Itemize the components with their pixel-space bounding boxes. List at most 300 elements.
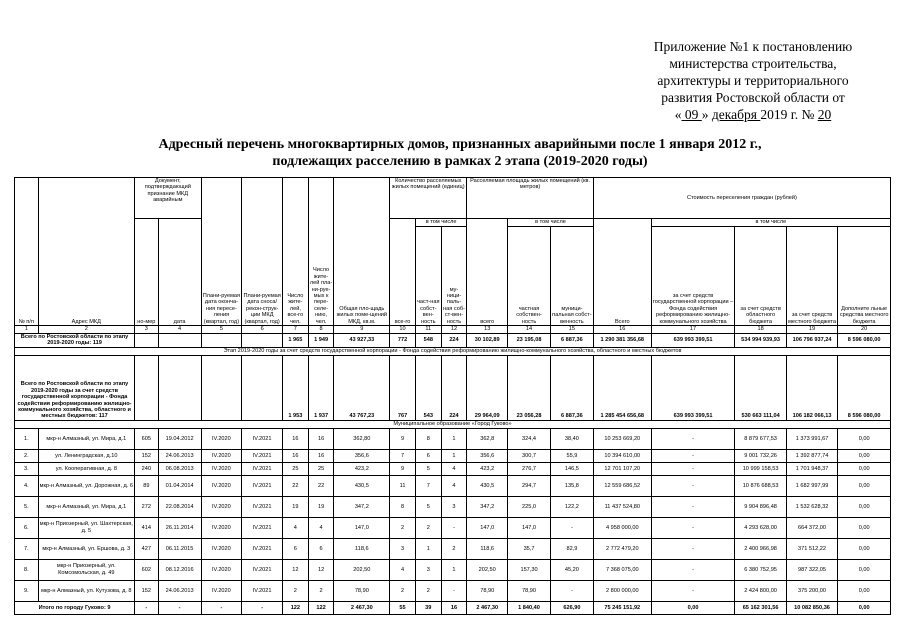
row-residents-resettle: 2 xyxy=(308,580,334,601)
row-plan-demo: IV.2021 xyxy=(242,428,283,449)
row-residents-resettle: 25 xyxy=(308,462,334,475)
row-address: мкр-н Приозерный, ул. Шахтерская, д. 5 xyxy=(38,517,134,538)
row-plan-demo: IV.2021 xyxy=(242,580,283,601)
row-count-total: 7 xyxy=(390,449,416,462)
title-line-1: Адресный перечень многоквартирных домов, признанных аварийными после 1 января 2012 г., xyxy=(158,137,762,152)
row-number: 6. xyxy=(15,517,39,538)
row-cost-fund: - xyxy=(651,462,735,475)
row-cost-fund: - xyxy=(651,517,735,538)
appendix-date-line xyxy=(618,106,888,123)
row-doc-number: 602 xyxy=(135,559,159,580)
total-value: 16 xyxy=(441,601,467,614)
row-area-total: 147,0 xyxy=(467,517,508,538)
hdr-plan-demo: Плани-руемая дата сноса/ рекон-струк-ции МКД (квартал, год) xyxy=(242,178,283,326)
row-cost-total: 10 253 669,20 xyxy=(593,428,651,449)
hdr-doc-group: Документ, подтверждающий признание МКД аварийным xyxy=(135,178,201,219)
date-day: 09 xyxy=(681,107,702,122)
total-value: 639 993 399,51 xyxy=(651,334,735,348)
total-fund-row xyxy=(15,355,891,420)
hdr-residents-resettle: Число жите-лей пла-ни-руе-мых к пере-селе-нию, чел. xyxy=(308,178,334,326)
date-month: декабря xyxy=(711,107,761,122)
hdr-residents: Число жите-лей, все-го чел. xyxy=(283,178,309,326)
col-number: 4 xyxy=(158,326,201,334)
hdr-cost-extra: Дополните льные средства местного бюджета xyxy=(838,227,891,326)
total-empty xyxy=(242,355,283,420)
row-residents: 19 xyxy=(283,496,309,517)
row-cost-total: 12 559 686,52 xyxy=(593,475,651,496)
row-residents: 2 xyxy=(283,580,309,601)
row-cost-extra: 0,00 xyxy=(838,428,891,449)
col-number: 14 xyxy=(508,326,551,334)
row-cost-local: 987 322,05 xyxy=(786,559,837,580)
row-residents-resettle: 16 xyxy=(308,428,334,449)
total-value: 39 xyxy=(415,601,441,614)
total-value: 224 xyxy=(441,355,467,420)
total-empty xyxy=(201,355,242,420)
table-row xyxy=(15,496,891,517)
appendix-line-4: развития Ростовской области от xyxy=(661,90,845,105)
hdr-area-group: Расселяемая площадь жилых помещений (кв. метров) xyxy=(467,178,594,219)
row-cost-fund: - xyxy=(651,580,735,601)
row-plan-demo: IV.2021 xyxy=(242,475,283,496)
total-value: 122 xyxy=(308,601,334,614)
hdr-cost-group: Стоимость переселения граждан (рублей) xyxy=(593,178,890,219)
total-value: 626,90 xyxy=(550,601,593,614)
row-address: мкр-н Алмазный, ул. Ершова, д. 3 xyxy=(38,538,134,559)
row-plan-demo: IV.2021 xyxy=(242,559,283,580)
row-residents: 6 xyxy=(283,538,309,559)
row-address: мкр-н Алмазный, ул. Мира, д.1 xyxy=(38,496,134,517)
total-value: 8 596 080,00 xyxy=(838,355,891,420)
col-number: 10 xyxy=(390,326,416,334)
row-cost-local: 1 682 997,99 xyxy=(786,475,837,496)
row-doc-number: 240 xyxy=(135,462,159,475)
row-plan-end: IV.2020 xyxy=(201,496,242,517)
row-cost-extra: 0,00 xyxy=(838,462,891,475)
row-area-municipal: 38,40 xyxy=(550,428,593,449)
col-number: 13 xyxy=(467,326,508,334)
row-area-municipal: 122,2 xyxy=(550,496,593,517)
row-cost-fund: - xyxy=(651,496,735,517)
hdr-count-incl: в том числе xyxy=(415,219,466,227)
col-number: 2 xyxy=(38,326,134,334)
row-doc-date: 08.12.2016 xyxy=(158,559,201,580)
row-count-municipal: - xyxy=(441,580,467,601)
row-area-municipal: - xyxy=(550,580,593,601)
row-cost-total: 11 437 524,80 xyxy=(593,496,651,517)
col-number: 19 xyxy=(786,326,837,334)
total-value: 224 xyxy=(441,334,467,348)
row-count-municipal: 1 xyxy=(441,428,467,449)
total-empty xyxy=(201,334,242,348)
total-value: 30 102,89 xyxy=(467,334,508,348)
table-row xyxy=(15,580,891,601)
row-residents: 25 xyxy=(283,462,309,475)
total-empty: - xyxy=(201,601,242,614)
row-cost-extra: 0,00 xyxy=(838,449,891,462)
row-number: 5. xyxy=(15,496,39,517)
total-value: 122 xyxy=(283,601,309,614)
row-doc-number: 605 xyxy=(135,428,159,449)
appendix-block xyxy=(618,38,888,123)
row-cost-regional: 2 400 966,98 xyxy=(735,538,786,559)
row-plan-demo: IV.2021 xyxy=(242,538,283,559)
row-address: ул. Ленинградская, д.10 xyxy=(38,449,134,462)
total-value: 639 993 399,51 xyxy=(651,355,735,420)
row-doc-date: 24.06.2013 xyxy=(158,580,201,601)
total-value: 23 195,08 xyxy=(508,334,551,348)
total-value: 1 949 xyxy=(308,334,334,348)
row-cost-fund: - xyxy=(651,559,735,580)
col-number: 11 xyxy=(415,326,441,334)
table-row xyxy=(15,517,891,538)
row-cost-fund: - xyxy=(651,538,735,559)
page-title xyxy=(60,136,860,170)
row-cost-regional: 8 879 677,53 xyxy=(735,428,786,449)
row-count-municipal: 4 xyxy=(441,475,467,496)
row-doc-date: 06.08.2013 xyxy=(158,462,201,475)
col-number: 17 xyxy=(651,326,735,334)
total-value: 530 663 111,04 xyxy=(735,355,786,420)
row-cost-local: 1 392 877,74 xyxy=(786,449,837,462)
row-area-municipal: 45,20 xyxy=(550,559,593,580)
row-cost-regional: 6 380 752,95 xyxy=(735,559,786,580)
row-cost-extra: 0,00 xyxy=(838,517,891,538)
total-value: 2 467,30 xyxy=(467,601,508,614)
row-area-private: 324,4 xyxy=(508,428,551,449)
row-cost-fund: - xyxy=(651,449,735,462)
row-count-total: 8 xyxy=(390,496,416,517)
row-count-private: 1 xyxy=(415,538,441,559)
row-count-total: 4 xyxy=(390,559,416,580)
row-area-total: 78,90 xyxy=(467,580,508,601)
row-area-private: 294,7 xyxy=(508,475,551,496)
hdr-cost-local: за счет средств местного бюджета xyxy=(786,227,837,326)
col-number: 7 xyxy=(283,326,309,334)
total-value: 43 927,33 xyxy=(334,334,390,348)
row-cost-total: 12 701 107,20 xyxy=(593,462,651,475)
row-total-area: 356,6 xyxy=(334,449,390,462)
appendix-line-3: архитектуры и территориального xyxy=(657,73,849,88)
row-count-municipal: - xyxy=(441,517,467,538)
total-value: 23 056,28 xyxy=(508,355,551,420)
total-value: 65 162 301,56 xyxy=(735,601,786,614)
row-count-municipal: 2 xyxy=(441,538,467,559)
row-cost-local: 1 532 628,32 xyxy=(786,496,837,517)
row-area-municipal: 82,9 xyxy=(550,538,593,559)
total-value: 43 767,23 xyxy=(334,355,390,420)
row-doc-number: 89 xyxy=(135,475,159,496)
total-empty: - xyxy=(135,601,159,614)
row-address: мкр-н Алмазный, ул. Мира, д.1 xyxy=(38,428,134,449)
total-empty: - xyxy=(242,601,283,614)
row-area-total: 423,2 xyxy=(467,462,508,475)
row-total-area: 202,50 xyxy=(334,559,390,580)
row-doc-date: 22.08.2014 xyxy=(158,496,201,517)
col-number: 8 xyxy=(308,326,334,334)
total-value: 772 xyxy=(390,334,416,348)
row-address: мкр-н Приозерный, ул. Комсомольская, д. 49 xyxy=(38,559,134,580)
date-prefix: « xyxy=(674,107,682,122)
hdr-area-private: частная собствен-ность xyxy=(508,227,551,326)
row-residents-resettle: 4 xyxy=(308,517,334,538)
hdr-cost-total: Всего xyxy=(593,219,651,326)
row-cost-local: 1 701 948,37 xyxy=(786,462,837,475)
row-residents: 16 xyxy=(283,449,309,462)
row-doc-number: 152 xyxy=(135,580,159,601)
hdr-area-incl: в том числе xyxy=(508,219,594,227)
col-number: 1 xyxy=(15,326,39,334)
row-area-total: 118,6 xyxy=(467,538,508,559)
row-area-private: 78,90 xyxy=(508,580,551,601)
row-residents-resettle: 6 xyxy=(308,538,334,559)
row-number: 2. xyxy=(15,449,39,462)
total-empty xyxy=(158,355,201,420)
row-cost-regional: 9 001 732,26 xyxy=(735,449,786,462)
row-cost-total: 7 368 075,00 xyxy=(593,559,651,580)
total-empty xyxy=(158,334,201,348)
total-empty xyxy=(135,355,159,420)
row-plan-end: IV.2020 xyxy=(201,538,242,559)
total-value: 543 xyxy=(415,355,441,420)
data-rows xyxy=(15,428,891,601)
row-count-total: 3 xyxy=(390,538,416,559)
row-count-private: 2 xyxy=(415,517,441,538)
row-residents-resettle: 22 xyxy=(308,475,334,496)
hdr-plan-end: Плани-руемая дата оконча-ния пересе-ления (квартал, год) xyxy=(201,178,242,326)
total-value: 534 994 939,93 xyxy=(735,334,786,348)
row-area-private: 35,7 xyxy=(508,538,551,559)
row-address: ул. Кооперативная, д. 8 xyxy=(38,462,134,475)
row-cost-regional: 4 293 628,00 xyxy=(735,517,786,538)
total-value: 1 937 xyxy=(308,355,334,420)
total-value: 1 840,40 xyxy=(508,601,551,614)
row-plan-end: IV.2020 xyxy=(201,428,242,449)
row-cost-extra: 0,00 xyxy=(838,559,891,580)
row-doc-date: 24.06.2013 xyxy=(158,449,201,462)
row-number: 1. xyxy=(15,428,39,449)
table-row xyxy=(15,428,891,449)
row-doc-number: 272 xyxy=(135,496,159,517)
row-cost-total: 2 800 000,00 xyxy=(593,580,651,601)
total-empty xyxy=(135,334,159,348)
row-cost-local: 664 372,00 xyxy=(786,517,837,538)
col-number: 20 xyxy=(838,326,891,334)
row-area-total: 356,6 xyxy=(467,449,508,462)
row-residents-resettle: 12 xyxy=(308,559,334,580)
row-doc-date: 06.11.2015 xyxy=(158,538,201,559)
row-count-municipal: 1 xyxy=(441,449,467,462)
total-value: 0,00 xyxy=(651,601,735,614)
hdr-doc-num: но-мер xyxy=(135,219,159,326)
hdr-count-municipal: му-ници-паль-ная соб-ст-вен-ность xyxy=(441,227,467,326)
total-value: 29 964,09 xyxy=(467,355,508,420)
total-value: 1 285 454 656,68 xyxy=(593,355,651,420)
col-number: 12 xyxy=(441,326,467,334)
hdr-area-total: всего xyxy=(467,219,508,326)
total-value: 1 953 xyxy=(283,355,309,420)
row-residents-resettle: 19 xyxy=(308,496,334,517)
hdr-cost-fund: за счет средств государственной корпорации – Фонда содействия реформированию жилищно-коммунального хозяйства xyxy=(651,227,735,326)
row-area-total: 202,50 xyxy=(467,559,508,580)
row-residents-resettle: 16 xyxy=(308,449,334,462)
row-count-municipal: 4 xyxy=(441,462,467,475)
row-area-private: 157,30 xyxy=(508,559,551,580)
row-cost-regional: 10 999 158,53 xyxy=(735,462,786,475)
hdr-count-private: част-ная собст-вен-ность xyxy=(415,227,441,326)
doc-number: 20 xyxy=(817,107,832,122)
row-area-private: 276,7 xyxy=(508,462,551,475)
row-count-total: 2 xyxy=(390,517,416,538)
row-area-total: 362,8 xyxy=(467,428,508,449)
total-value: 548 xyxy=(415,334,441,348)
row-count-private: 3 xyxy=(415,559,441,580)
row-plan-end: IV.2020 xyxy=(201,462,242,475)
row-doc-number: 152 xyxy=(135,449,159,462)
row-cost-fund: - xyxy=(651,475,735,496)
total-value: 8 596 080,00 xyxy=(838,334,891,348)
total-value: 10 082 850,36 xyxy=(786,601,837,614)
row-doc-date: 01.04.2014 xyxy=(158,475,201,496)
row-count-total: 9 xyxy=(390,428,416,449)
row-area-municipal: - xyxy=(550,517,593,538)
row-area-private: 300,7 xyxy=(508,449,551,462)
total-label: Итого по городу Гуково: 9 xyxy=(15,601,135,614)
date-mid: » xyxy=(701,107,709,122)
total-label: Всего по Ростовской области по этапу 2019-2020 годы за счет средств государственной корпорации - Фонда содействия реформированию жилищно-коммунального хозяйства, областного и местных бюджетов: 117 xyxy=(15,355,135,420)
total-empty xyxy=(242,334,283,348)
register-table xyxy=(14,177,891,615)
row-residents: 12 xyxy=(283,559,309,580)
row-doc-number: 414 xyxy=(135,517,159,538)
hdr-address: Адрес МКД xyxy=(38,178,134,326)
row-total-area: 78,90 xyxy=(334,580,390,601)
date-year: 2019 г. № xyxy=(760,107,815,122)
row-cost-total: 4 958 000,00 xyxy=(593,517,651,538)
row-count-total: 9 xyxy=(390,462,416,475)
table-row xyxy=(15,449,891,462)
row-plan-demo: IV.2021 xyxy=(242,517,283,538)
row-doc-number: 427 xyxy=(135,538,159,559)
col-number: 16 xyxy=(593,326,651,334)
row-total-area: 423,2 xyxy=(334,462,390,475)
total-value: 55 xyxy=(390,601,416,614)
header-row-2 xyxy=(15,219,891,227)
table-row xyxy=(15,538,891,559)
row-residents: 22 xyxy=(283,475,309,496)
row-cost-fund: - xyxy=(651,428,735,449)
row-total-area: 147,0 xyxy=(334,517,390,538)
hdr-total-area: Общая пло-щадь жилых поме-щений МКД, кв.м. xyxy=(334,178,390,326)
hdr-count-group: Количество расселяемых жилых помещений (единиц) xyxy=(390,178,467,219)
row-plan-demo: IV.2021 xyxy=(242,462,283,475)
row-count-private: 7 xyxy=(415,475,441,496)
hdr-count-total: все-го xyxy=(390,219,416,326)
row-total-area: 430,5 xyxy=(334,475,390,496)
row-plan-end: IV.2020 xyxy=(201,475,242,496)
row-area-municipal: 146,5 xyxy=(550,462,593,475)
header-row-1 xyxy=(15,178,891,219)
row-count-total: 11 xyxy=(390,475,416,496)
col-number: 15 xyxy=(550,326,593,334)
row-cost-local: 375 200,00 xyxy=(786,580,837,601)
row-cost-total: 2 772 479,20 xyxy=(593,538,651,559)
hdr-cost-regional: за счет средств областного бюджета xyxy=(735,227,786,326)
total-empty: - xyxy=(158,601,201,614)
col-number: 6 xyxy=(242,326,283,334)
col-number: 9 xyxy=(334,326,390,334)
row-cost-local: 371 512,22 xyxy=(786,538,837,559)
total-value: 6 887,36 xyxy=(550,334,593,348)
row-cost-extra: 0,00 xyxy=(838,580,891,601)
total-value: 0,00 xyxy=(838,601,891,614)
row-count-municipal: 1 xyxy=(441,559,467,580)
row-plan-end: IV.2020 xyxy=(201,580,242,601)
row-number: 8. xyxy=(15,559,39,580)
appendix-line-1: Приложение №1 к постановлению xyxy=(653,39,853,54)
row-plan-end: IV.2020 xyxy=(201,559,242,580)
row-count-municipal: 3 xyxy=(441,496,467,517)
municipality-row xyxy=(15,420,891,428)
row-plan-end: IV.2020 xyxy=(201,449,242,462)
row-doc-date: 26.11.2014 xyxy=(158,517,201,538)
table-row xyxy=(15,462,891,475)
row-cost-extra: 0,00 xyxy=(838,496,891,517)
stage-caption-row xyxy=(15,347,891,355)
row-residents: 16 xyxy=(283,428,309,449)
row-area-private: 147,0 xyxy=(508,517,551,538)
row-area-private: 225,0 xyxy=(508,496,551,517)
row-number: 3. xyxy=(15,462,39,475)
appendix-line-2: министерства строительства, xyxy=(669,56,837,71)
row-area-total: 347,2 xyxy=(467,496,508,517)
total-value: 767 xyxy=(390,355,416,420)
row-cost-regional: 10 876 688,53 xyxy=(735,475,786,496)
table-row xyxy=(15,559,891,580)
title-line-2: подлежащих расселению в рамках 2 этапа (2019-2020 годы) xyxy=(272,154,648,169)
row-plan-demo: IV.2021 xyxy=(242,449,283,462)
row-total-area: 347,2 xyxy=(334,496,390,517)
table-row xyxy=(15,475,891,496)
row-cost-extra: 0,00 xyxy=(838,475,891,496)
row-cost-local: 1 373 991,67 xyxy=(786,428,837,449)
row-area-municipal: 135,8 xyxy=(550,475,593,496)
col-number: 18 xyxy=(735,326,786,334)
row-cost-regional: 9 904 896,48 xyxy=(735,496,786,517)
total-label: Всего по Ростовской области по этапу 2019-2020 годы: 119 xyxy=(15,334,135,348)
total-value: 2 467,30 xyxy=(334,601,390,614)
total-value: 6 887,36 xyxy=(550,355,593,420)
row-cost-total: 10 394 610,00 xyxy=(593,449,651,462)
row-total-area: 118,6 xyxy=(334,538,390,559)
row-number: 4. xyxy=(15,475,39,496)
row-count-total: 2 xyxy=(390,580,416,601)
total-region-row xyxy=(15,334,891,348)
stage-caption: Этап 2019-2020 годы за счет средств государственной корпорации - Фонда содействия реформированию жилищно-коммунального хозяйства, областного и местных бюджетов xyxy=(15,347,891,355)
total-value: 1 290 381 356,68 xyxy=(593,334,651,348)
row-plan-demo: IV.2021 xyxy=(242,496,283,517)
hdr-area-municipal: муници-пальная собст-венность xyxy=(550,227,593,326)
total-value: 106 796 937,24 xyxy=(786,334,837,348)
row-cost-extra: 0,00 xyxy=(838,538,891,559)
total-value: 75 245 151,92 xyxy=(593,601,651,614)
row-count-private: 8 xyxy=(415,428,441,449)
col-number: 3 xyxy=(135,326,159,334)
row-area-total: 430,5 xyxy=(467,475,508,496)
col-number: 5 xyxy=(201,326,242,334)
row-doc-date: 19.04.2012 xyxy=(158,428,201,449)
row-address: мкр-н Алмазный, ул. Кутузова, д. 8 xyxy=(38,580,134,601)
